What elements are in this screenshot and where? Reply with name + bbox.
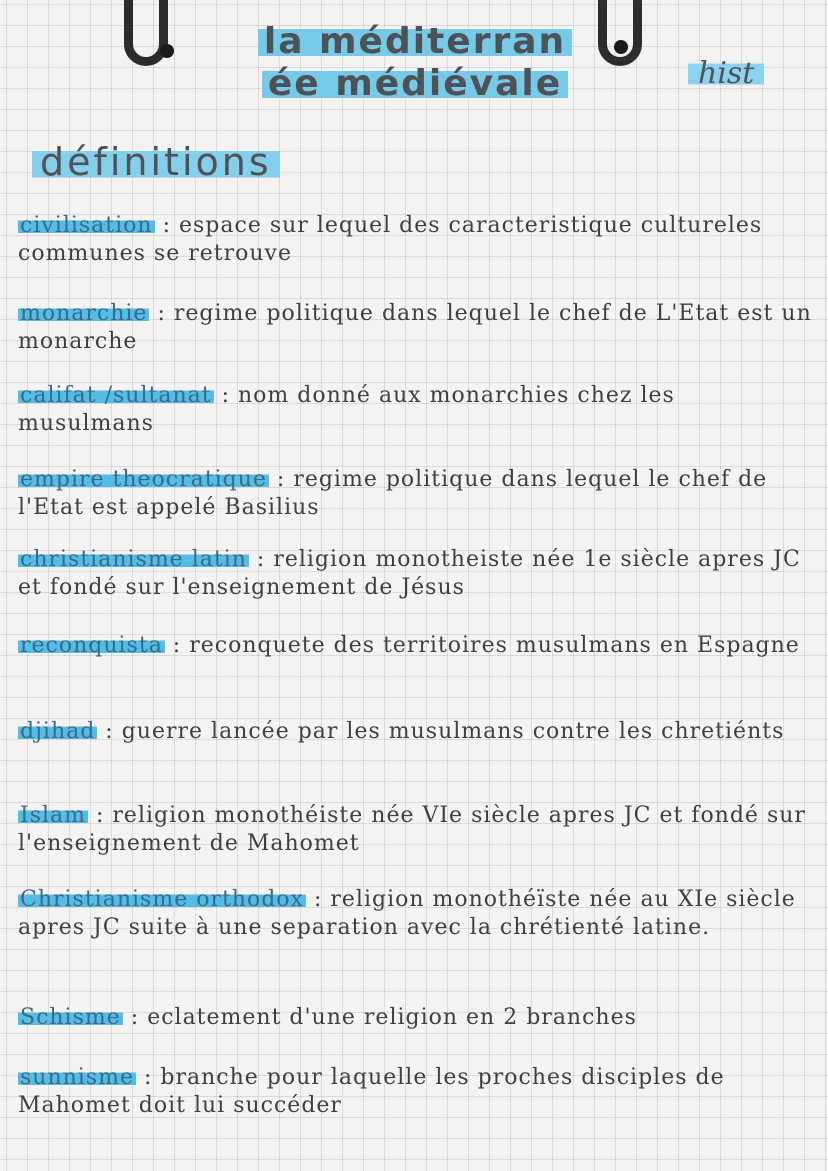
definition-item: civilisation : espace sur lequel des caracteristique cultureles communes se retrouve — [18, 213, 763, 266]
definition-item: djihad : guerre lancée par les musulmans contre les chretiénts — [20, 719, 785, 744]
title-text-line2: ée médiévale — [262, 63, 568, 104]
definition-term: reconquista — [20, 633, 163, 658]
definition-item: christianisme latin : religion monotheiste née 1e siècle apres JC et fondé sur l'enseignement de Jésus — [18, 547, 801, 600]
definition-term: monarchie — [20, 301, 148, 326]
definition-item: Christianisme orthodox : religion monothéïste née au XIe siècle apres JC suite à une separation avec la chrétienté latine. — [18, 887, 796, 940]
definition-text: regime politique dans lequel le chef de l'Etat est appelé Basilius — [18, 467, 768, 520]
definition-term: djihad — [20, 719, 96, 744]
definition-term: Schisme — [20, 1005, 121, 1030]
definition-term: civilisation — [20, 213, 153, 238]
definition-item: empire theocratique : regime politique dans lequel le chef de l'Etat est appelé Basilius — [18, 467, 768, 520]
definition-text: nom donné aux monarchies chez les musulmans — [18, 383, 675, 436]
definition-text: religion monothéïste née au XIe siècle apres JC suite à une separation avec la chrétienté latine. — [18, 887, 796, 940]
definition-text: regime politique dans lequel le chef de L'Etat est un monarche — [18, 301, 812, 354]
definition-item: Schisme : eclatement d'une religion en 2 branches — [20, 1005, 637, 1030]
definition-text: religion monotheiste née 1e siècle apres JC et fondé sur l'enseignement de Jésus — [18, 547, 801, 600]
definition-text: espace sur lequel des caracteristique cultureles communes se retrouve — [18, 213, 763, 266]
definition-text: religion monothéiste née VIe siècle apres JC et fondé sur l'enseignement de Mahomet — [18, 803, 806, 856]
definition-term: califat /sultanat — [20, 383, 212, 408]
page-title-line2 — [190, 64, 640, 104]
definition-term: sunnisme — [20, 1065, 135, 1090]
definition-term: empire theocratique — [20, 467, 267, 492]
definition-term: Islam — [20, 803, 86, 828]
definition-text: eclatement d'une religion en 2 branches — [147, 1005, 637, 1030]
definition-text: reconquete des territoires musulmans en Espagne — [189, 633, 800, 658]
definition-item: monarchie : regime politique dans lequel le chef de L'Etat est un monarche — [18, 301, 812, 354]
definition-text: guerre lancée par les musulmans contre les chretiénts — [121, 719, 785, 744]
definition-item: sunnisme : branche pour laquelle les proches disciples de Mahomet doit lui succéder — [18, 1065, 725, 1118]
definition-term: Christianisme orthodox — [20, 887, 304, 912]
subject-tag: hist — [688, 56, 764, 91]
definition-item: reconquista : reconquete des territoires musulmans en Espagne — [20, 633, 800, 658]
title-text-line1: la méditerran — [258, 21, 572, 62]
definition-text: branche pour laquelle les proches disciples de Mahomet doit lui succéder — [18, 1065, 725, 1118]
definition-item: Islam : religion monothéiste née VIe siècle apres JC et fondé sur l'enseignement de Mahomet — [18, 803, 806, 856]
definition-term: christianisme latin — [20, 547, 247, 572]
page-title-line1 — [190, 22, 640, 62]
punch-hole-left — [160, 44, 174, 58]
definition-item: califat /sultanat : nom donné aux monarchies chez les musulmans — [18, 383, 675, 436]
section-heading: définitions — [32, 140, 280, 184]
